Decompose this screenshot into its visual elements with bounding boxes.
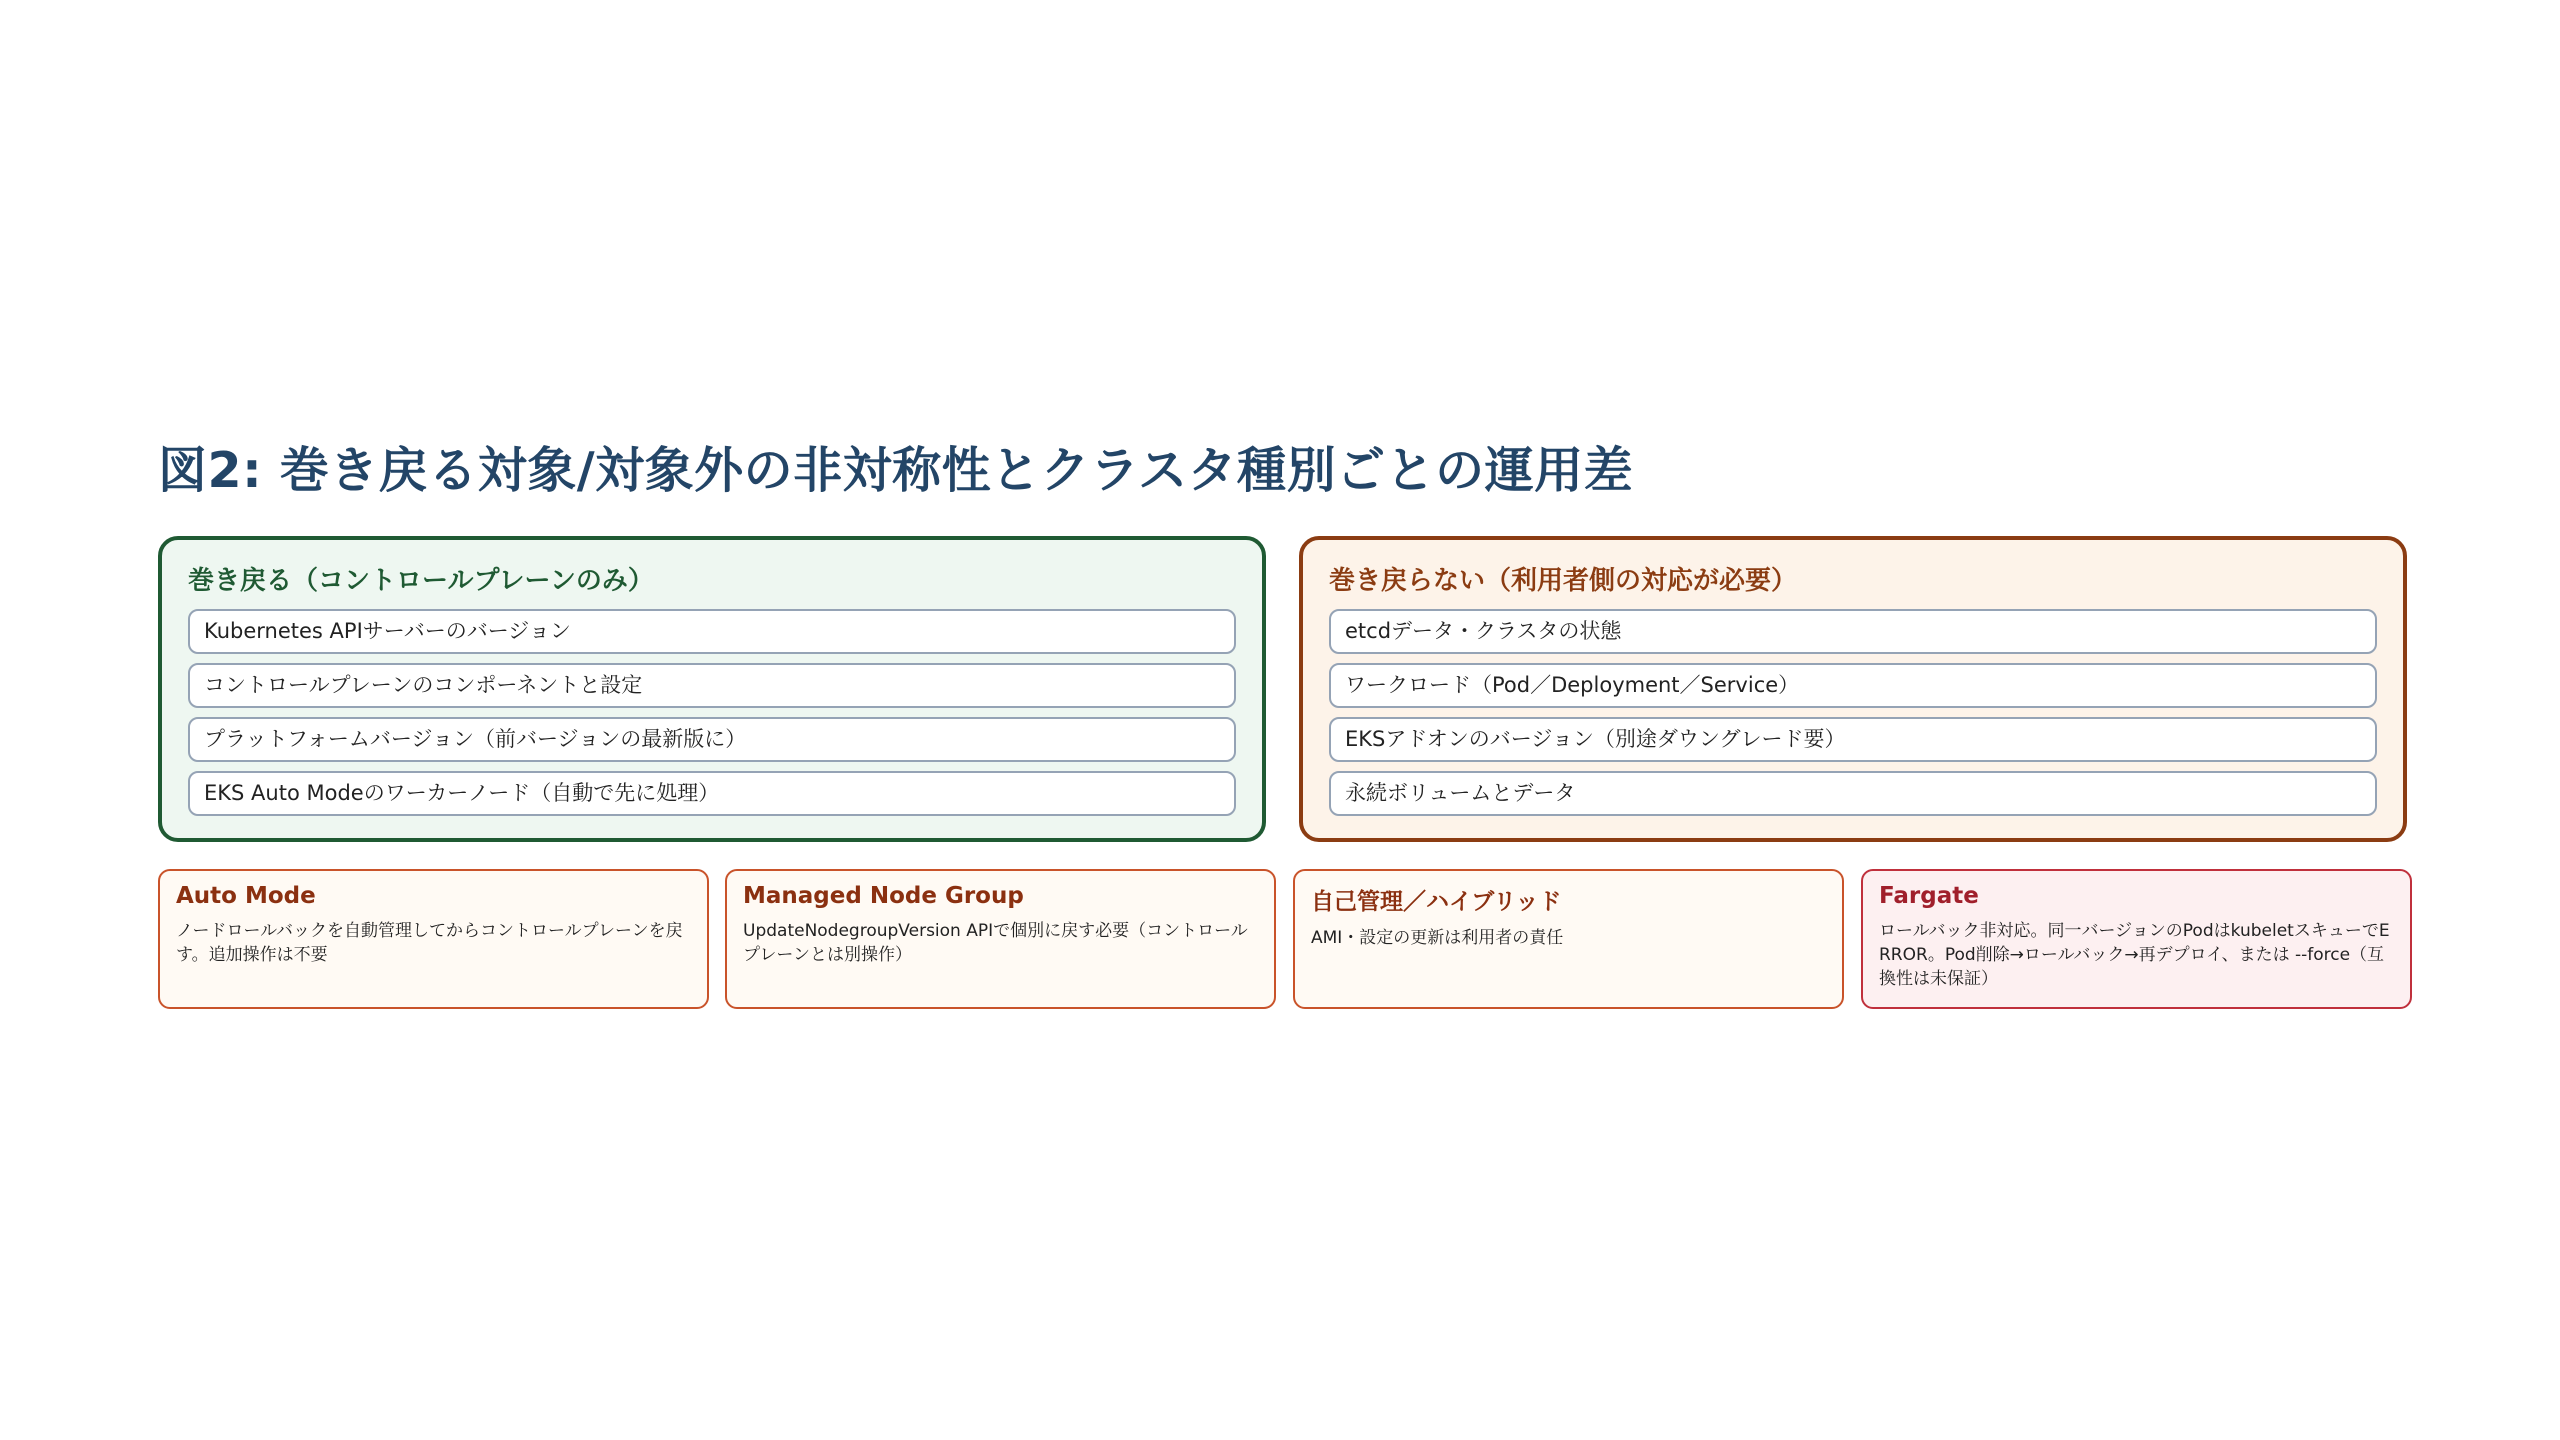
- card-title: Fargate: [1879, 883, 1979, 909]
- card-title: Managed Node Group: [743, 883, 1024, 909]
- card-body: UpdateNodegroupVersion APIで個別に戻す必要（コントロールプレーンとは別操作）: [743, 921, 1248, 965]
- card-body: ロールバック非対応。同一バージョンのPodはkubeletスキューでERROR。Pod削除→ロールバック→再デプロイ、または --force（互換性は未保証）: [1879, 921, 2390, 989]
- no-rollback-panel-title: 巻き戻らない（利用者側の対応が必要）: [1329, 566, 1798, 596]
- no-rollback-item-list: [1329, 609, 2377, 816]
- rollback-item: Kubernetes APIサーバーのバージョン: [188, 609, 1236, 654]
- card-body: AMI・設定の更新は利用者の責任: [1311, 928, 1564, 948]
- card-title: 自己管理／ハイブリッド: [1311, 889, 1562, 915]
- cluster-type-card-self-managed-hybrid: [1293, 869, 1844, 1009]
- rollback-panel: [158, 536, 1266, 842]
- cluster-type-card-auto-mode: [158, 869, 709, 1009]
- card-body: ノードロールバックを自動管理してからコントロールプレーンを戻す。追加操作は不要: [176, 921, 683, 965]
- rollback-panel-title: 巻き戻る（コントロールプレーンのみ）: [188, 566, 654, 596]
- cluster-type-card-fargate: [1861, 869, 2412, 1009]
- figure-title: 図2: 巻き戻る対象/対象外の非対称性とクラスタ種別ごとの運用差: [158, 442, 1634, 499]
- no-rollback-item: ワークロード（Pod／Deployment／Service）: [1329, 663, 2377, 708]
- rollback-item: プラットフォームバージョン（前バージョンの最新版に）: [188, 717, 1236, 762]
- no-rollback-item: EKSアドオンのバージョン（別途ダウングレード要）: [1329, 717, 2377, 762]
- no-rollback-item: 永続ボリュームとデータ: [1329, 771, 2377, 816]
- cluster-type-card-managed-node-group: [725, 869, 1276, 1009]
- no-rollback-panel: [1299, 536, 2407, 842]
- rollback-item-list: [188, 609, 1236, 816]
- rollback-item: EKS Auto Modeのワーカーノード（自動で先に処理）: [188, 771, 1236, 816]
- no-rollback-item: etcdデータ・クラスタの状態: [1329, 609, 2377, 654]
- rollback-item: コントロールプレーンのコンポーネントと設定: [188, 663, 1236, 708]
- card-title: Auto Mode: [176, 883, 316, 909]
